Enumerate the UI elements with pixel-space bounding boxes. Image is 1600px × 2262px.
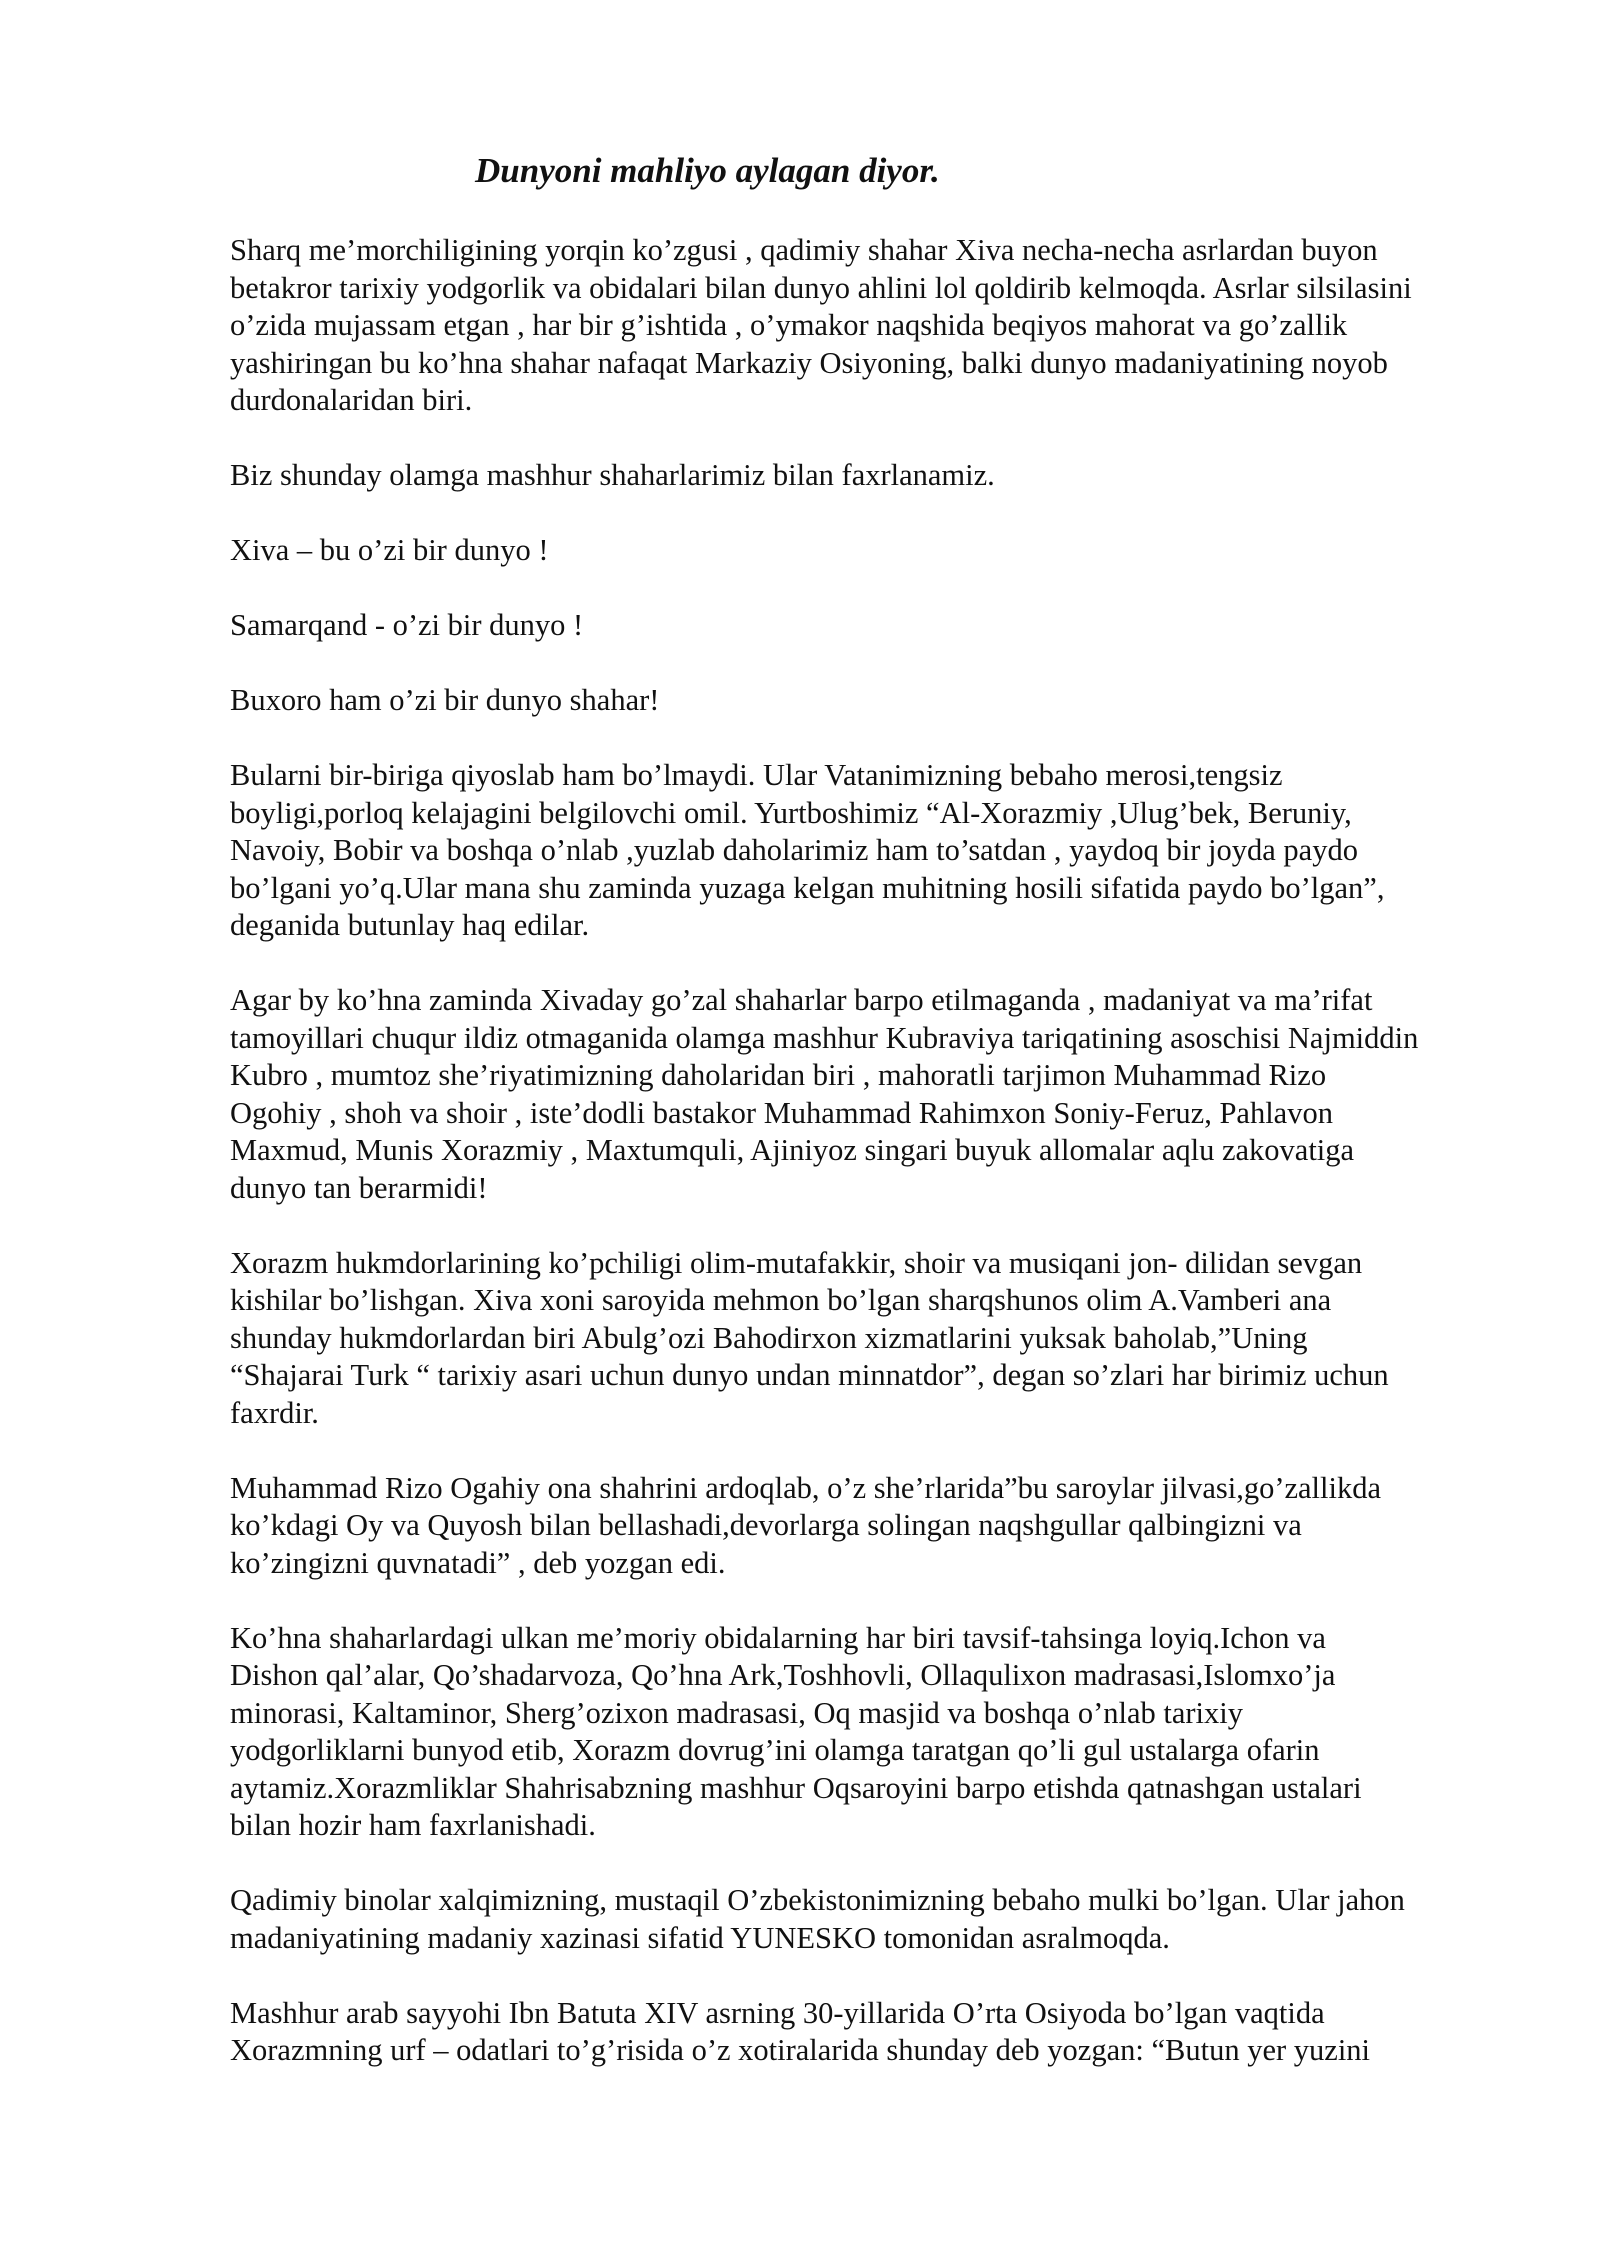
- paragraph-line: Qadimiy binolar xalqimizning, mustaqil O’zbekistonimizning bebaho mulki bo’lgan. Ular jahon: [230, 1883, 1405, 1917]
- paragraph-line: Dishon qal’alar, Qo’shadarvoza, Qo’hna Ark,Toshhovli, Ollaqulixon madrasasi,Islomxo’ja: [230, 1658, 1336, 1692]
- paragraph-line: yodgorliklarni bunyod etib, Xorazm dovrug’ini olamga taratgan qo’li gul ustalarga ofarin: [230, 1733, 1320, 1767]
- paragraph-line: yashiringan bu ko’hna shahar nafaqat Markaziy Osiyoning, balki dunyo madaniyatining noyob: [230, 345, 1388, 380]
- paragraph: [230, 682, 1540, 720]
- paragraph-line: bo’lgani yo’q.Ular mana shu zaminda yuzaga kelgan muhitning hosili sifatida paydo bo’lgan”,: [230, 870, 1385, 905]
- paragraph-line: madaniyatining madaniy xazinasi sifatid YUNESKO tomonidan asralmoqda.: [230, 1920, 1170, 1955]
- paragraph-line: aytamiz.Xorazmliklar Shahrisabzning mashhur Oqsaroyini barpo etishda qatnashgan ustalari: [230, 1770, 1362, 1805]
- paragraph-line: Agar by ko’hna zaminda Xivaday go’zal shaharlar barpo etilmaganda , madaniyat va ma’rifat: [230, 983, 1373, 1017]
- paragraph-line: shunday hukmdorlardan biri Abulg’ozi Bahodirxon xizmatlarini yuksak baholab,”Uning: [230, 1320, 1308, 1355]
- paragraph-line: bilan hozir ham faxrlanishadi.: [230, 1808, 596, 1842]
- paragraph: [230, 1470, 1540, 1583]
- paragraph: [230, 982, 1540, 1207]
- paragraph-line: deganida butunlay haq edilar.: [230, 908, 590, 942]
- paragraph-line: Xiva – bu o’zi bir dunyo !: [230, 533, 549, 567]
- paragraph-line: Bularni bir-biriga qiyoslab ham bo’lmaydi. Ular Vatanimizning bebaho merosi,tengsiz: [230, 758, 1283, 792]
- paragraph-line: Biz shunday olamga mashhur shaharlarimiz bilan faxrlanamiz.: [230, 458, 995, 492]
- paragraph-line: dunyo tan berarmidi!: [230, 1170, 488, 1205]
- paragraph-line: Navoiy, Bobir va boshqa o’nlab ,yuzlab daholarimiz ham to’satdan , yaydoq bir joyda paydo: [230, 833, 1358, 867]
- paragraph-line: Maxmud, Munis Xorazmiy , Maxtumquli, Ajiniyoz singari buyuk allomalar aqlu zakovatiga: [230, 1133, 1355, 1167]
- paragraph-line: Xorazmning urf – odatlari to’g’risida o’z xotiralarida shunday deb yozgan: “Butun yer yuzini: [230, 2033, 1371, 2067]
- paragraph-line: “Shajarai Turk “ tarixiy asari uchun dunyo undan minnatdor”, degan so’zlari har birimiz uchun: [230, 1358, 1389, 1392]
- paragraph-line: Kubro , mumtoz she’riyatimizning daholaridan biri , mahoratli tarjimon Muhammad Rizo: [230, 1058, 1327, 1092]
- paragraph: [230, 532, 1540, 570]
- paragraph: [230, 1245, 1540, 1433]
- paragraph-line: ko’zingizni quvnatadi” , deb yozgan edi.: [230, 1545, 726, 1580]
- paragraph-line: o’zida mujassam etgan , har bir g’ishtida , o’ymakor naqshida beqiyos mahorat va go’zallik: [230, 308, 1348, 342]
- paragraph-line: durdonalaridan biri.: [230, 383, 473, 417]
- document-body: [230, 232, 1540, 2107]
- paragraph-line: Ko’hna shaharlardagi ulkan me’moriy obidalarning har biri tavsif-tahsinga loyiq.Ichon va: [230, 1620, 1326, 1655]
- paragraph-line: Mashhur arab sayyohi Ibn Batuta XIV asrning 30-yillarida O’rta Osiyoda bo’lgan vaqtida: [230, 1995, 1325, 2030]
- paragraph: [230, 232, 1540, 420]
- paragraph-line: tamoyillari chuqur ildiz otmaganida olamga mashhur Kubraviya tariqatining asoschisi Najmiddin: [230, 1020, 1419, 1055]
- paragraph: [230, 607, 1540, 645]
- paragraph-line: betakror tarixiy yodgorlik va obidalari bilan dunyo ahlini lol qoldirib kelmoqda. Asrlar silsilasini: [230, 270, 1412, 305]
- paragraph-line: boyligi,porloq kelajagini belgilovchi omil. Yurtboshimiz “Al-Xorazmiy ,Ulug’bek, Beruniy,: [230, 795, 1352, 830]
- paragraph: [230, 1995, 1540, 2070]
- paragraph-line: Ogohiy , shoh va shoir , iste’dodli bastakor Muhammad Rahimxon Soniy-Feruz, Pahlavon: [230, 1095, 1333, 1130]
- paragraph-line: Xorazm hukmdorlarining ko’pchiligi olim-mutafakkir, shoir va musiqani jon- dilidan sevgan: [230, 1245, 1363, 1280]
- paragraph-line: Samarqand - o’zi bir dunyo !: [230, 608, 584, 642]
- paragraph-line: faxrdir.: [230, 1395, 319, 1430]
- paragraph: [230, 757, 1540, 945]
- paragraph-line: Muhammad Rizo Ogahiy ona shahrini ardoqlab, o’z she’rlarida”bu saroylar jilvasi,go’zallikda: [230, 1470, 1382, 1505]
- paragraph-line: kishilar bo’lishgan. Xiva xoni saroyida mehmon bo’lgan sharqshunos olim A.Vamberi ana: [230, 1283, 1332, 1317]
- paragraph: [230, 1882, 1540, 1957]
- paragraph-line: Sharq me’morchiligining yorqin ko’zgusi , qadimiy shahar Xiva necha-necha asrlardan buyon: [230, 233, 1378, 267]
- paragraph: [230, 457, 1540, 495]
- paragraph-line: minorasi, Kaltaminor, Sherg’ozixon madrasasi, Oq masjid va boshqa o’nlab tarixiy: [230, 1695, 1243, 1730]
- paragraph-line: ko’kdagi Oy va Quyosh bilan bellashadi,devorlarga solingan naqshgullar qalbingizni va: [230, 1508, 1302, 1542]
- paragraph: [230, 1620, 1540, 1845]
- paragraph-line: Buxoro ham o’zi bir dunyo shahar!: [230, 683, 660, 717]
- document-title: Dunyoni mahliyo aylagan diyor.: [475, 151, 940, 190]
